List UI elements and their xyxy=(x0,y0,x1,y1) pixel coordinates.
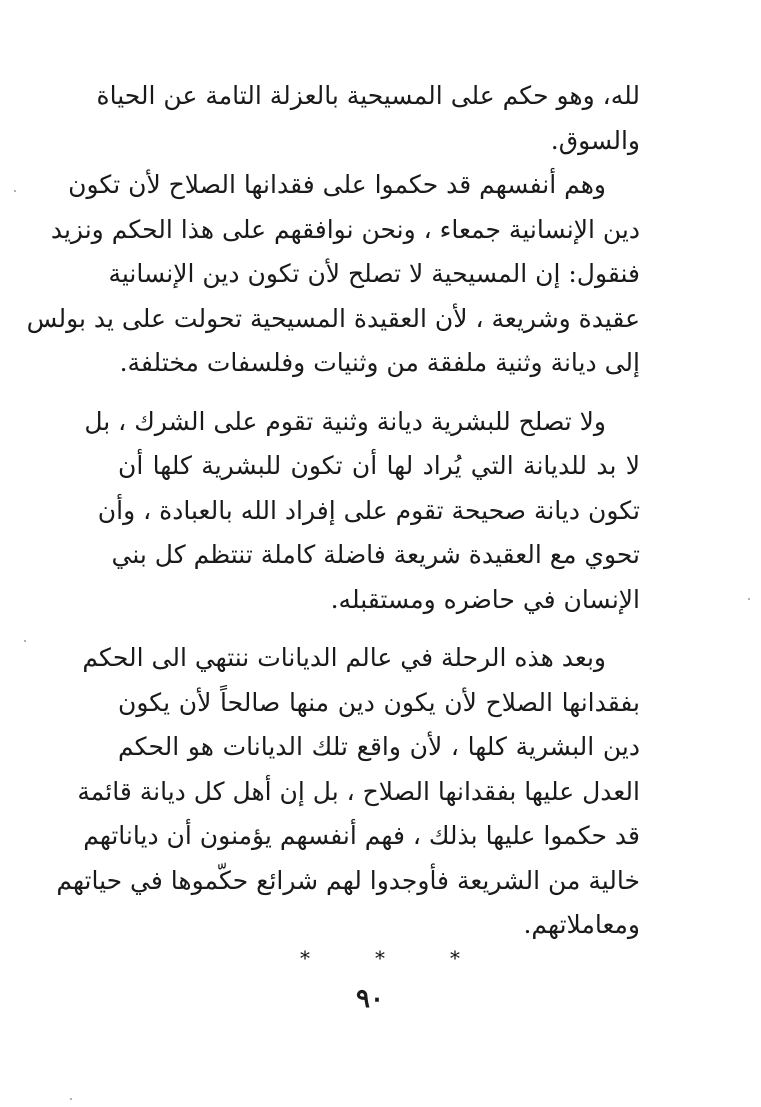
paragraph-3 xyxy=(84,400,640,623)
scan-speck xyxy=(70,1098,72,1100)
text-line: إلى ديانة وثنية ملفقة من وثنيات وفلسفات مختلفة. xyxy=(119,348,640,377)
text-line: دين الإنسانية جمعاء ، ونحن نوافقهم على هذا الحكم ونزيد xyxy=(50,214,640,244)
text-line: تحوي مع العقيدة شريعة فاضلة كاملة تنتظم كل بني xyxy=(111,540,640,569)
text-line: دين البشرية كلها ، لأن واقع تلك الديانات هو الحكم xyxy=(118,732,640,761)
text-line: العدل عليها بفقدانها الصلاح ، بل إن أهل كل ديانة قائمة xyxy=(77,776,640,806)
text-line: والسوق. xyxy=(550,125,640,155)
text-line: قد حكموا عليها بذلك ، فهم أنفسهم يؤمنون أن دياناتهم xyxy=(83,821,640,850)
page-number: ٩٠ xyxy=(356,984,384,1014)
text-line: لا بد للديانة التي يُراد لها أن تكون للبشرية كلها أن xyxy=(118,451,640,480)
star-icon: * xyxy=(375,946,385,970)
paragraph-gap xyxy=(118,622,640,636)
text-line: الإنسان في حاضره ومستقبله. xyxy=(330,584,640,614)
page-body xyxy=(26,74,640,948)
text-line: ولا تصلح للبشرية ديانة وثنية تقوم على الشرك ، بل xyxy=(84,406,606,436)
text-line: تكون ديانة صحيحة تقوم على إفراد الله بالعبادة ، وأن xyxy=(97,495,640,525)
text-line: عقيدة وشريعة ، لأن العقيدة المسيحية تحولت على يد بولس xyxy=(26,303,640,333)
paragraph-2 xyxy=(26,163,640,386)
paragraph-1 xyxy=(96,74,640,163)
text-line: ومعاملاتهم. xyxy=(523,910,640,939)
star-icon: * xyxy=(300,946,310,970)
text-line: وبعد هذه الرحلة في عالم الديانات ننتهي الى الحكم xyxy=(82,643,606,672)
text-line: وهم أنفسهم قد حكموا على فقدانها الصلاح لأن تكون xyxy=(68,170,606,199)
text-line: لله، وهو حكم على المسيحية بالعزلة التامة عن الحياة xyxy=(96,81,640,110)
scan-speck xyxy=(748,598,750,600)
paragraph-4 xyxy=(56,636,640,948)
text-line: بفقدانها الصلاح لأن يكون دين منها صالحاً لأن يكون xyxy=(118,687,640,717)
text-line: خالية من الشريعة فأوجدوا لهم شرائع حكّموها في حياتهم xyxy=(56,865,640,895)
section-separator xyxy=(300,946,460,970)
paragraph-gap xyxy=(118,386,640,400)
scan-speck xyxy=(14,190,16,192)
scan-speck xyxy=(24,640,26,642)
star-icon: * xyxy=(450,946,460,970)
text-line: فنقول: إن المسيحية لا تصلح لأن تكون دين الإنسانية xyxy=(108,259,640,288)
